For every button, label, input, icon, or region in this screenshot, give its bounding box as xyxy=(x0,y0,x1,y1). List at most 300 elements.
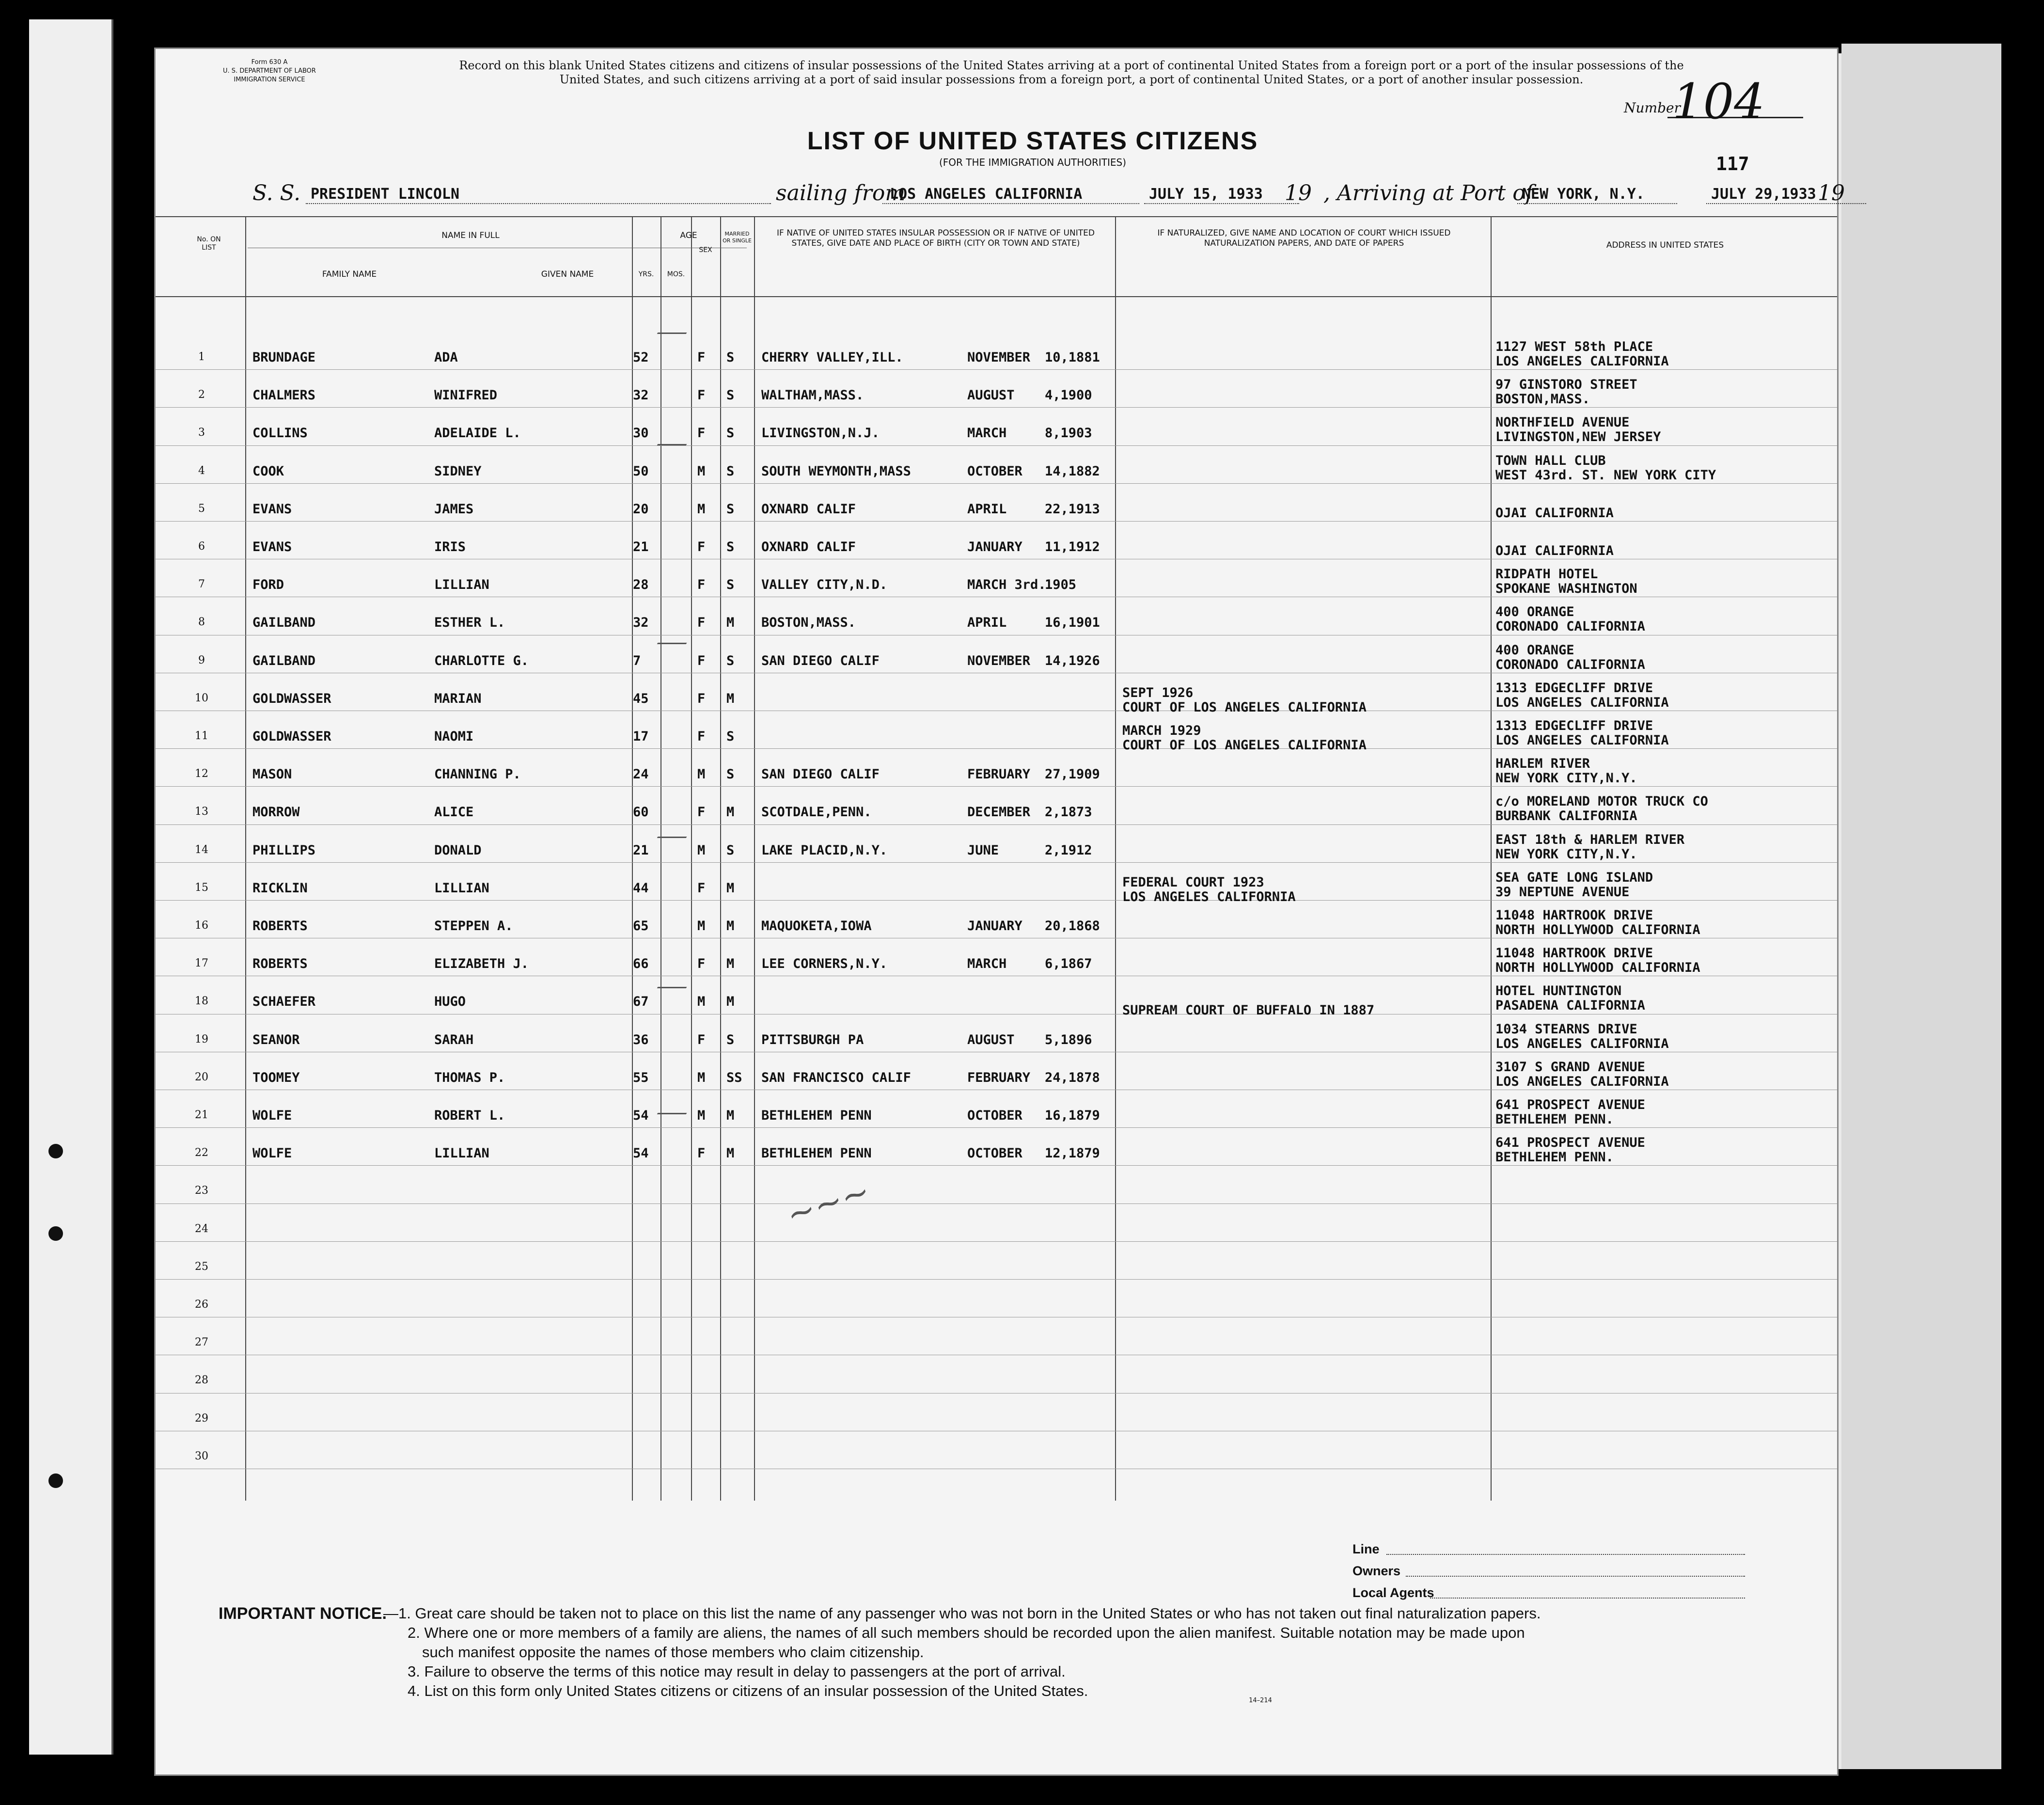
cell-married-single: S xyxy=(726,388,735,403)
cell-birth-day-year: 27,1909 xyxy=(1045,767,1100,782)
row-number: 2 xyxy=(198,389,205,401)
cell-sex: M xyxy=(697,994,706,1010)
cell-address-line-1: TOWN HALL CLUB xyxy=(1495,453,1606,468)
cell-age: 60 xyxy=(633,805,649,820)
row-rule xyxy=(156,748,1837,749)
row-rule xyxy=(156,483,1837,484)
form-code: 14–214 xyxy=(1249,1697,1272,1704)
cell-given-name: ADELAIDE L. xyxy=(434,426,521,441)
row-number: 7 xyxy=(198,578,205,591)
cell-married-single: M xyxy=(726,805,735,820)
cell-age: 67 xyxy=(633,994,649,1010)
row-rule xyxy=(156,1279,1837,1280)
cell-birth-place: SAN FRANCISCO CALIF xyxy=(761,1070,911,1085)
cell-family-name: MASON xyxy=(252,767,292,782)
cell-age: 7 xyxy=(633,653,641,668)
cell-birth-day-year: 14,1882 xyxy=(1045,463,1100,479)
cell-age: 44 xyxy=(633,880,649,896)
cell-address-line-1: 97 GINSTORO STREET xyxy=(1495,377,1637,393)
check-mark xyxy=(657,308,701,334)
cell-sex: F xyxy=(697,691,706,706)
cell-birth-month: FEBRUARY xyxy=(967,1070,1031,1085)
cell-age: 28 xyxy=(633,577,649,593)
header-given-name: GIVEN NAME xyxy=(541,269,594,279)
cell-birth-place: SAN DIEGO CALIF xyxy=(761,767,880,782)
cell-age: 55 xyxy=(633,1070,649,1085)
row-number: 22 xyxy=(195,1147,208,1159)
cell-naturalization-date: MARCH 1929 xyxy=(1122,723,1201,738)
cell-birth-day-year: 5,1896 xyxy=(1045,1032,1092,1047)
arrival-underline xyxy=(1706,203,1866,204)
cell-sex: F xyxy=(697,426,706,441)
cell-address-line-1: 641 PROSPECT AVENUE xyxy=(1495,1135,1645,1151)
row-rule xyxy=(156,900,1837,901)
cell-given-name: ALICE xyxy=(434,805,474,820)
row-number: 25 xyxy=(195,1260,208,1273)
header-sex: SEX xyxy=(699,246,712,254)
cell-birth-day-year: 2,1873 xyxy=(1045,805,1092,820)
header-family-name: FAMILY NAME xyxy=(322,269,377,279)
cell-address-line-2: BOSTON,MASS. xyxy=(1495,392,1590,407)
cell-address-line-2: LOS ANGELES CALIFORNIA xyxy=(1495,695,1669,710)
row-number: 8 xyxy=(198,616,205,629)
cell-birth-day-year: 4,1900 xyxy=(1045,388,1092,403)
row-rule xyxy=(156,1203,1837,1204)
cell-given-name: HUGO xyxy=(434,994,466,1010)
cell-birth-place: PITTSBURGH PA xyxy=(761,1032,864,1047)
cell-given-name: ADA xyxy=(434,350,458,365)
cell-address-line-1: 3107 S GRAND AVENUE xyxy=(1495,1059,1645,1075)
cell-family-name: RICKLIN xyxy=(252,880,308,896)
row-number: 18 xyxy=(195,995,208,1008)
cell-family-name: FORD xyxy=(252,577,284,593)
arriving-label: , Arriving at Port of xyxy=(1323,181,1533,206)
cell-birth-day-year: 11,1912 xyxy=(1045,539,1100,554)
cell-given-name: CHANNING P. xyxy=(434,767,521,782)
row-rule xyxy=(156,1241,1837,1242)
row-number: 21 xyxy=(195,1109,208,1121)
cell-address-line-1: HOTEL HUNTINGTON xyxy=(1495,983,1622,999)
cell-address-line-1: 641 PROSPECT AVENUE xyxy=(1495,1097,1645,1112)
cell-birth-month: NOVEMBER xyxy=(967,653,1031,668)
cell-sex: M xyxy=(697,842,706,858)
cell-birth-day-year: 10,1881 xyxy=(1045,350,1100,365)
number-label: Number xyxy=(1624,100,1681,116)
cell-age: 45 xyxy=(633,691,649,706)
cell-married-single: M xyxy=(726,1108,735,1123)
cell-family-name: WOLFE xyxy=(252,1146,292,1161)
row-rule xyxy=(156,369,1837,370)
port-underline xyxy=(1517,203,1677,204)
cell-address-line-2: SPOKANE WASHINGTON xyxy=(1495,581,1637,597)
cell-family-name: GAILBAND xyxy=(252,653,316,668)
form-service: IMMIGRATION SERVICE xyxy=(234,76,305,83)
cell-birth-month: OCTOBER xyxy=(967,463,1022,479)
cell-birth-place: SAN DIEGO CALIF xyxy=(761,653,880,668)
depart-date: JULY 15, 1933 xyxy=(1149,186,1263,203)
cell-sex: M xyxy=(697,918,706,934)
cell-address-line-2: LOS ANGELES CALIFORNIA xyxy=(1495,1036,1669,1051)
cell-birth-month: MARCH xyxy=(967,956,1007,972)
cell-birth-month: JUNE xyxy=(967,842,999,858)
cell-sex: F xyxy=(697,1146,706,1161)
row-number: 20 xyxy=(195,1071,208,1083)
form-subtitle: (FOR THE IMMIGRATION AUTHORITIES) xyxy=(939,157,1127,168)
row-number: 14 xyxy=(195,843,208,856)
cell-sex: F xyxy=(697,729,706,744)
cell-naturalization-court: COURT OF LOS ANGELES CALIFORNIA xyxy=(1122,699,1367,715)
row-number: 23 xyxy=(195,1185,208,1197)
cell-family-name: GAILBAND xyxy=(252,615,316,631)
cell-family-name: GOLDWASSER xyxy=(252,691,331,706)
row-number: 28 xyxy=(195,1374,208,1387)
number-value: 104 xyxy=(1672,73,1765,130)
row-number: 6 xyxy=(198,540,205,553)
cell-sex: F xyxy=(697,1032,706,1047)
cell-married-single: S xyxy=(726,577,735,593)
cell-sex: F xyxy=(697,880,706,896)
cell-given-name: NAOMI xyxy=(434,729,474,744)
cell-birth-place: OXNARD CALIF xyxy=(761,539,856,554)
cell-birth-place: SOUTH WEYMONTH,MASS xyxy=(761,463,911,479)
cell-family-name: TOOMEY xyxy=(252,1070,300,1085)
cell-address-line-1: HARLEM RIVER xyxy=(1495,756,1590,772)
agents-field xyxy=(1430,1598,1745,1599)
cell-family-name: BRUNDAGE xyxy=(252,350,316,365)
cell-birth-day-year: 2,1912 xyxy=(1045,842,1092,858)
signature-owners-label: Owners xyxy=(1352,1564,1401,1578)
check-mark xyxy=(657,812,701,838)
cell-age: 24 xyxy=(633,767,649,782)
row-rule xyxy=(156,786,1837,787)
notice-4: 4. List on this form only United States citizens or citizens of an insular possession of the United States. xyxy=(408,1682,1088,1699)
cell-age: 50 xyxy=(633,463,649,479)
from-underline xyxy=(882,203,1139,204)
cell-sex: F xyxy=(697,956,706,972)
cell-married-single: M xyxy=(726,615,735,631)
cell-family-name: GOLDWASSER xyxy=(252,729,331,744)
check-mark xyxy=(657,420,701,445)
cell-given-name: CHARLOTTE G. xyxy=(434,653,529,668)
cell-birth-day-year: 1905 xyxy=(1045,577,1077,593)
cell-birth-place: BOSTON,MASS. xyxy=(761,615,856,631)
binder-left-strip xyxy=(29,19,113,1755)
cell-naturalization-court: COURT OF LOS ANGELES CALIFORNIA xyxy=(1122,738,1367,753)
cell-given-name: THOMAS P. xyxy=(434,1070,505,1085)
cell-birth-month: NOVEMBER xyxy=(967,350,1031,365)
cell-sex: F xyxy=(697,615,706,631)
form-title: LIST OF UNITED STATES CITIZENS xyxy=(807,127,1258,155)
cell-naturalization-court: SUPREAM COURT OF BUFFALO IN 1887 xyxy=(1122,1003,1375,1018)
cell-address-line-1: SEA GATE LONG ISLAND xyxy=(1495,870,1653,885)
cell-address-line-1: 400 ORANGE xyxy=(1495,642,1574,658)
row-number: 27 xyxy=(195,1336,208,1349)
row-number: 30 xyxy=(195,1450,208,1462)
row-number: 24 xyxy=(195,1222,208,1235)
cell-sex: M xyxy=(697,1070,706,1085)
cell-given-name: SIDNEY xyxy=(434,463,482,479)
row-rule xyxy=(156,445,1837,446)
year-label: 19 xyxy=(1285,181,1312,206)
cell-address-line-2: NEW YORK CITY,N.Y. xyxy=(1495,771,1637,786)
cell-married-single: S xyxy=(726,767,735,782)
cell-sex: M xyxy=(697,501,706,517)
row-number: 4 xyxy=(198,464,205,477)
header-no: No. ON LIST xyxy=(197,236,221,252)
cell-given-name: LILLIAN xyxy=(434,880,489,896)
cell-address-line-1: NORTHFIELD AVENUE xyxy=(1495,415,1630,430)
cell-age: 66 xyxy=(633,956,649,972)
cell-family-name: EVANS xyxy=(252,501,292,517)
cell-sex: F xyxy=(697,805,706,820)
cell-age: 20 xyxy=(633,501,649,517)
row-rule xyxy=(156,407,1837,408)
cell-family-name: MORROW xyxy=(252,805,300,820)
cell-family-name: EVANS xyxy=(252,539,292,554)
cell-address-line-2: LIVINGSTON,NEW JERSEY xyxy=(1495,429,1661,445)
cell-age: 36 xyxy=(633,1032,649,1047)
cell-sex: F xyxy=(697,577,706,593)
cell-address-line-2: LOS ANGELES CALIFORNIA xyxy=(1495,354,1669,369)
cell-age: 32 xyxy=(633,615,649,631)
cell-birth-month: APRIL xyxy=(967,501,1007,517)
cell-married-single: M xyxy=(726,691,735,706)
cell-birth-place: MAQUOKETA,IOWA xyxy=(761,918,872,934)
cell-sex: M xyxy=(697,463,706,479)
ship-underline xyxy=(306,203,771,204)
owners-field xyxy=(1406,1576,1745,1577)
cell-birth-month: FEBRUARY xyxy=(967,767,1031,782)
cell-sex: M xyxy=(697,1108,706,1123)
cell-birth-place: BETHLEHEM PENN xyxy=(761,1146,872,1161)
cell-given-name: STEPPEN A. xyxy=(434,918,513,934)
header-mos: MOS. xyxy=(667,270,685,278)
cell-birth-day-year: 16,1879 xyxy=(1045,1108,1100,1123)
row-number: 9 xyxy=(198,654,205,666)
cell-naturalization-date: FEDERAL COURT 1923 xyxy=(1122,874,1264,890)
cell-age: 54 xyxy=(633,1108,649,1123)
cell-birth-day-year: 12,1879 xyxy=(1045,1146,1100,1161)
cell-given-name: ELIZABETH J. xyxy=(434,956,529,972)
cell-address-line-1: 1313 EDGECLIFF DRIVE xyxy=(1495,718,1653,733)
cell-given-name: LILLIAN xyxy=(434,577,489,593)
signature-agents-label: Local Agents xyxy=(1352,1585,1434,1600)
notice-2b: such manifest opposite the names of those members who claim citizenship. xyxy=(422,1644,924,1661)
cell-family-name: SCHAEFER xyxy=(252,994,316,1010)
cell-address-line-2: BETHLEHEM PENN. xyxy=(1495,1112,1614,1127)
cell-sex: F xyxy=(697,653,706,668)
header-address: ADDRESS IN UNITED STATES xyxy=(1606,240,1724,250)
cell-address-line-2: LOS ANGELES CALIFORNIA xyxy=(1495,1074,1669,1089)
cell-address-line-1: 11048 HARTROOK DRIVE xyxy=(1495,946,1653,961)
row-rule xyxy=(156,1165,1837,1166)
cell-married-single: S xyxy=(726,426,735,441)
cell-address-line-1: 1127 WEST 58th PLACE xyxy=(1495,339,1653,354)
pencil-annotation: ~~~ xyxy=(781,1171,875,1235)
cell-birth-place: WALTHAM,MASS. xyxy=(761,388,864,403)
cell-birth-month: DECEMBER xyxy=(967,805,1031,820)
form-dept: U. S. DEPARTMENT OF LABOR xyxy=(223,67,316,75)
cell-address-line-1: 400 ORANGE xyxy=(1495,604,1574,620)
cell-given-name: ESTHER L. xyxy=(434,615,505,631)
notice-2: 2. Where one or more members of a family are aliens, the names of all such members should be recorded upon the alien manifest. Suitable notation may be made upon xyxy=(408,1624,1525,1641)
cell-married-single: S xyxy=(726,842,735,858)
cell-birth-day-year: 20,1868 xyxy=(1045,918,1100,934)
cell-naturalization-court: LOS ANGELES CALIFORNIA xyxy=(1122,889,1296,904)
arrival-port: NEW YORK, N.Y. xyxy=(1522,186,1645,203)
form-instruction: Record on this blank United States citizens and citizens of insular possessions of the United States arriving at a port of continental United States from a foreign port or a port of the insular possessions of the United States, and such citizens arriving at a port of said insular possessions from a foreign port, a port of continental United States, or a port of another insular possession. xyxy=(459,59,1684,86)
cell-age: 30 xyxy=(633,426,649,441)
cell-address-line-2: NORTH HOLLYWOOD CALIFORNIA xyxy=(1495,960,1700,976)
cell-address-line-2: BURBANK CALIFORNIA xyxy=(1495,808,1637,824)
cell-birth-month: JANUARY xyxy=(967,539,1022,554)
row-rule xyxy=(156,824,1837,825)
cell-age: 21 xyxy=(633,539,649,554)
cell-address-line-1: RIDPATH HOTEL xyxy=(1495,567,1598,582)
binder-hole xyxy=(48,1226,63,1241)
row-rule xyxy=(156,521,1837,522)
cell-address-line-2: PASADENA CALIFORNIA xyxy=(1495,998,1645,1013)
cell-address-line-2: OJAI CALIFORNIA xyxy=(1495,505,1614,521)
cell-birth-month: MARCH xyxy=(967,426,1007,441)
depart-underline xyxy=(1144,203,1299,204)
cell-birth-day-year: 8,1903 xyxy=(1045,426,1092,441)
cell-birth-place: LAKE PLACID,N.Y. xyxy=(761,842,888,858)
cell-birth-month: APRIL xyxy=(967,615,1007,631)
row-number: 29 xyxy=(195,1412,208,1425)
cell-married-single: M xyxy=(726,956,735,972)
cell-family-name: COOK xyxy=(252,463,284,479)
cell-age: 21 xyxy=(633,842,649,858)
cell-address-line-2: CORONADO CALIFORNIA xyxy=(1495,657,1645,672)
cell-address-line-1: c/o MORELAND MOTOR TRUCK CO xyxy=(1495,794,1708,809)
row-number: 3 xyxy=(198,427,205,439)
cell-birth-place: SCOTDALE,PENN. xyxy=(761,805,872,820)
cell-birth-place: CHERRY VALLEY,ILL. xyxy=(761,350,903,365)
cell-given-name: ROBERT L. xyxy=(434,1108,505,1123)
form-id: Form 630 A xyxy=(251,59,288,66)
binder-right-strip xyxy=(1841,44,2001,1769)
cell-birth-day-year: 22,1913 xyxy=(1045,501,1100,517)
cell-birth-month: AUGUST xyxy=(967,1032,1015,1047)
sailing-from: LOS ANGELES CALIFORNIA xyxy=(890,186,1083,203)
row-number: 11 xyxy=(195,730,208,742)
row-number: 10 xyxy=(195,692,208,704)
row-rule xyxy=(156,1127,1837,1128)
page-number: 117 xyxy=(1716,153,1749,174)
binder-hole xyxy=(48,1144,63,1158)
cell-married-single: S xyxy=(726,729,735,744)
check-mark xyxy=(657,618,701,644)
cell-birth-month: MARCH 3rd. xyxy=(967,577,1046,593)
cell-married-single: M xyxy=(726,918,735,934)
cell-birth-month: OCTOBER xyxy=(967,1108,1022,1123)
cell-address-line-2: BETHLEHEM PENN. xyxy=(1495,1150,1614,1165)
cell-birth-month: OCTOBER xyxy=(967,1146,1022,1161)
header-yrs: YRS. xyxy=(638,270,654,278)
cell-family-name: ROBERTS xyxy=(252,918,308,934)
cell-married-single: S xyxy=(726,1032,735,1047)
cell-given-name: IRIS xyxy=(434,539,466,554)
cell-family-name: WOLFE xyxy=(252,1108,292,1123)
arrival-date: JULY 29,1933 xyxy=(1711,186,1816,203)
cell-address-line-2: NORTH HOLLYWOOD CALIFORNIA xyxy=(1495,922,1700,937)
cell-birth-month: JANUARY xyxy=(967,918,1022,934)
cell-married-single: M xyxy=(726,880,735,896)
line-field xyxy=(1386,1554,1745,1555)
ss-label: S. S. xyxy=(252,181,301,206)
header-naturalized: IF NATURALIZED, GIVE NAME AND LOCATION OF COURT WHICH ISSUED NATURALIZATION PAPERS, AND DATE OF PAPERS xyxy=(1157,228,1451,248)
row-number: 12 xyxy=(195,768,208,780)
cell-address-line-1: EAST 18th & HARLEM RIVER xyxy=(1495,832,1685,847)
row-number: 16 xyxy=(195,919,208,932)
cell-age: 52 xyxy=(633,350,649,365)
cell-age: 65 xyxy=(633,918,649,934)
cell-naturalization-date: SEPT 1926 xyxy=(1122,685,1194,700)
row-number: 26 xyxy=(195,1298,208,1311)
row-number: 15 xyxy=(195,881,208,894)
cell-given-name: JAMES xyxy=(434,501,474,517)
cell-given-name: MARIAN xyxy=(434,691,482,706)
sailing-label: sailing from xyxy=(776,181,906,206)
notice-1: —1. Great care should be taken not to place on this list the name of any passenger who was not born in the United States or who has not taken out final naturalization papers. xyxy=(383,1605,1541,1622)
cell-birth-day-year: 16,1901 xyxy=(1045,615,1100,631)
cell-age: 32 xyxy=(633,388,649,403)
cell-given-name: WINIFRED xyxy=(434,388,498,403)
cell-birth-place: OXNARD CALIF xyxy=(761,501,856,517)
cell-sex: M xyxy=(697,767,706,782)
cell-birth-month: AUGUST xyxy=(967,388,1015,403)
cell-family-name: COLLINS xyxy=(252,426,308,441)
cell-birth-place: BETHLEHEM PENN xyxy=(761,1108,872,1123)
row-number: 17 xyxy=(195,957,208,970)
cell-family-name: SEANOR xyxy=(252,1032,300,1047)
notice-label: IMPORTANT NOTICE. xyxy=(219,1604,387,1623)
signature-line-label: Line xyxy=(1352,1542,1380,1556)
cell-married-single: S xyxy=(726,463,735,479)
cell-birth-day-year: 14,1926 xyxy=(1045,653,1100,668)
cell-family-name: PHILLIPS xyxy=(252,842,316,858)
cell-birth-day-year: 6,1867 xyxy=(1045,956,1092,972)
cell-given-name: LILLIAN xyxy=(434,1146,489,1161)
cell-family-name: ROBERTS xyxy=(252,956,308,972)
cell-age: 54 xyxy=(633,1146,649,1161)
cell-address-line-2: CORONADO CALIFORNIA xyxy=(1495,619,1645,634)
cell-address-line-2: OJAI CALIFORNIA xyxy=(1495,543,1614,558)
cell-married-single: M xyxy=(726,994,735,1010)
cell-birth-place: LIVINGSTON,N.J. xyxy=(761,426,880,441)
cell-birth-place: LEE CORNERS,N.Y. xyxy=(761,956,888,972)
cell-given-name: SARAH xyxy=(434,1032,474,1047)
binder-hole xyxy=(48,1473,63,1488)
header-native: IF NATIVE OF UNITED STATES INSULAR POSSESSION OR IF NATIVE OF UNITED STATES, GIVE DATE AND PLACE OF BIRTH (CITY OR TOWN AND STATE) xyxy=(777,228,1095,248)
manifest-page xyxy=(154,48,1845,1776)
cell-birth-day-year: 24,1878 xyxy=(1045,1070,1100,1085)
cell-address-line-1: 1034 STEARNS DRIVE xyxy=(1495,1021,1637,1037)
cell-address-line-1: 11048 HARTROOK DRIVE xyxy=(1495,908,1653,923)
passenger-table xyxy=(156,216,1837,1501)
cell-sex: F xyxy=(697,539,706,554)
cell-address-line-2: NEW YORK CITY,N.Y. xyxy=(1495,846,1637,862)
cell-age: 17 xyxy=(633,729,649,744)
cell-address-line-2: LOS ANGELES CALIFORNIA xyxy=(1495,733,1669,748)
cell-sex: F xyxy=(697,388,706,403)
row-rule xyxy=(156,862,1837,863)
cell-address-line-1: 1313 EDGECLIFF DRIVE xyxy=(1495,680,1653,696)
year-label-2: 19 xyxy=(1818,181,1845,206)
cell-birth-place: VALLEY CITY,N.D. xyxy=(761,577,888,593)
row-number: 1 xyxy=(198,351,205,363)
